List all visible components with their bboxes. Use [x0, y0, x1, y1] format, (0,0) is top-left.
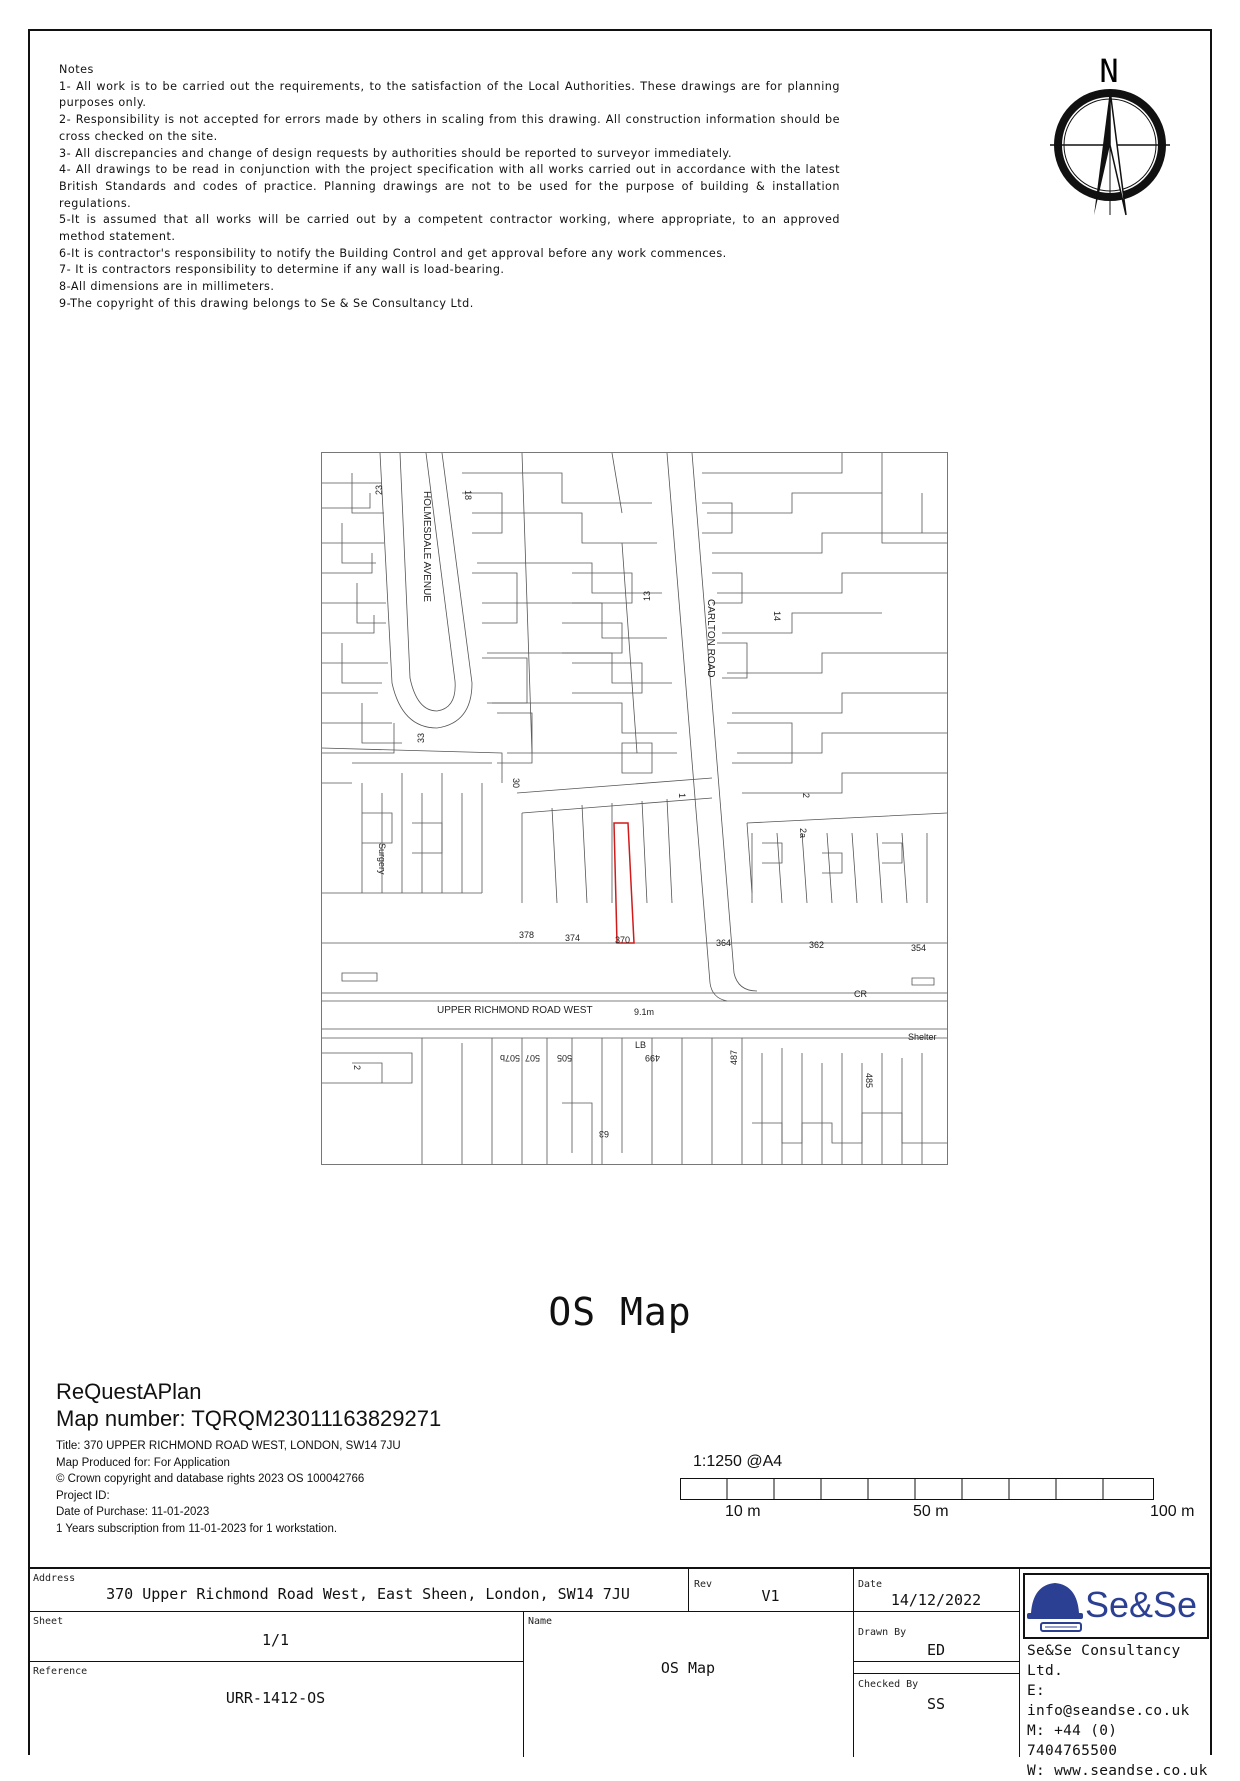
- north-arrow-icon: [1040, 50, 1180, 225]
- rev-value: V1: [761, 1587, 780, 1605]
- surgery-label: Surgery: [377, 843, 387, 875]
- scale-bar: [680, 1478, 1154, 1500]
- meta-line: © Crown copyright and database rights 2023 OS 100042766: [56, 1473, 365, 1486]
- house-number: 2a: [798, 828, 808, 839]
- address-value: 370 Upper Richmond Road West, East Sheen, London, SW14 7JU: [106, 1585, 630, 1603]
- date-value: 14/12/2022: [890, 1591, 982, 1609]
- address-label: Address: [33, 1573, 76, 1584]
- rev-label: Rev: [694, 1579, 713, 1590]
- note-item: 6-It is contractor's responsibility to notify the Building Control and get approval before any work commences.: [59, 246, 727, 260]
- checked-label: Checked By: [858, 1679, 919, 1690]
- house-number: 23: [374, 484, 384, 495]
- road-label-holmesdale: HOLMESDALE AVENUE: [421, 491, 432, 602]
- house-number: 507b: [499, 1053, 520, 1063]
- reference-label: Reference: [33, 1666, 88, 1677]
- shelter-label: Shelter: [908, 1032, 937, 1042]
- house-number: 63: [598, 1129, 609, 1139]
- meta-line: 1 Years subscription from 11-01-2023 for 1 workstation.: [56, 1522, 338, 1535]
- note-item: 8-All dimensions are in millimeters.: [59, 280, 275, 294]
- company-phone: M: +44 (0) 7404765500: [1027, 1723, 1118, 1759]
- map-metadata: [56, 1438, 401, 1538]
- page-title: OS Map: [548, 1290, 692, 1334]
- title-block: [28, 1567, 1212, 1779]
- company-email: E: info@seandse.co.uk: [1027, 1683, 1190, 1719]
- meta-line: Map Produced for: For Application: [56, 1456, 230, 1469]
- drawn-value: ED: [926, 1641, 946, 1659]
- note-item: 7- It is contractors responsibility to determine if any wall is load-bearing.: [59, 263, 505, 277]
- sheet-value: 1/1: [261, 1631, 290, 1649]
- checked-value: SS: [926, 1695, 946, 1713]
- note-item: 1- All work is to be carried out the requirements, to the satisfaction of the Local Authorities. These drawings are for planning purposes only.: [59, 79, 840, 110]
- house-number: 499: [644, 1053, 660, 1063]
- hard-hat-icon: [1027, 1583, 1083, 1631]
- company-website: W: www.seandse.co.uk: [1027, 1763, 1208, 1779]
- company-contact: [1027, 1641, 1212, 1781]
- scale-text: 1:1250 @A4: [693, 1453, 783, 1470]
- meta-line: Title: 370 UPPER RICHMOND ROAD WEST, LONDON, SW14 7JU: [56, 1440, 401, 1452]
- meta-line: Date of Purchase: 11-01-2023: [56, 1506, 210, 1519]
- scale-label: 10 m: [725, 1503, 761, 1520]
- lb-label: LB: [635, 1040, 647, 1050]
- road-label-upper-richmond: UPPER RICHMOND ROAD WEST: [437, 1005, 593, 1016]
- note-item: 2- Responsibility is not accepted for errors made by others in scaling from this drawing. All construction information should be cross checked on the site.: [59, 113, 840, 143]
- house-number: 370: [615, 935, 631, 945]
- drawn-label: Drawn By: [858, 1627, 907, 1638]
- north-label: N: [1099, 52, 1119, 90]
- house-number: 14: [772, 611, 782, 622]
- house-number: 485: [864, 1073, 874, 1089]
- sheet-label: Sheet: [33, 1616, 64, 1627]
- name-value: OS Map: [660, 1659, 716, 1677]
- site-boundary: [614, 823, 634, 943]
- date-label: Date: [858, 1579, 883, 1590]
- house-number: 505: [556, 1053, 572, 1063]
- company-name: Se&Se Consultancy Ltd.: [1027, 1643, 1181, 1679]
- house-number: 18: [463, 490, 473, 501]
- company-logo: [1023, 1573, 1209, 1639]
- scale-label: 100 m: [1150, 1503, 1195, 1520]
- house-number: 30: [511, 778, 521, 789]
- name-label: Name: [528, 1616, 553, 1627]
- road-width-label: 9.1m: [634, 1007, 655, 1017]
- house-number: 364: [716, 938, 732, 948]
- house-number: 354: [911, 943, 927, 953]
- notes-heading: Notes: [59, 63, 94, 76]
- house-number: 1: [677, 793, 687, 799]
- house-number: 378: [519, 930, 535, 940]
- house-number: 33: [416, 732, 426, 743]
- road-label-carlton: CARLTON ROAD: [705, 599, 716, 678]
- scale-label: 50 m: [913, 1503, 949, 1520]
- house-number: 487: [729, 1049, 739, 1065]
- house-number: 374: [565, 933, 581, 943]
- house-number: 2: [352, 1065, 362, 1071]
- note-item: 3- All discrepancies and change of design requests by authorities should be reported to surveyor immediately.: [59, 146, 733, 160]
- os-map: [321, 452, 948, 1165]
- note-item: 5-It is assumed that all works will be carried out by a competent contractor working, where appropriate, to an approved method statement.: [59, 213, 840, 244]
- house-number: 2: [801, 793, 811, 799]
- provider-name: ReQuestAPlan: [56, 1379, 202, 1404]
- company-logo-text: Se&Se: [1085, 1584, 1198, 1625]
- cr-label: CR: [854, 989, 867, 999]
- house-number: 362: [809, 940, 825, 950]
- map-number: Map number: TQRQM23011163829271: [56, 1406, 442, 1431]
- note-item: 4- All drawings to be read in conjunction with the project specification with all works carried out in accordance with the latest British Standards and codes of practice. Planning drawings are not to be used for the purpose of building & installation regulations.: [59, 163, 840, 210]
- note-item: 9-The copyright of this drawing belongs to Se & Se Consultancy Ltd.: [59, 296, 474, 310]
- meta-line: Project ID:: [56, 1489, 110, 1502]
- reference-value: URR-1412-OS: [225, 1689, 326, 1707]
- house-number: 507: [524, 1053, 540, 1063]
- house-number: 13: [642, 590, 652, 601]
- notes-block: [59, 62, 840, 313]
